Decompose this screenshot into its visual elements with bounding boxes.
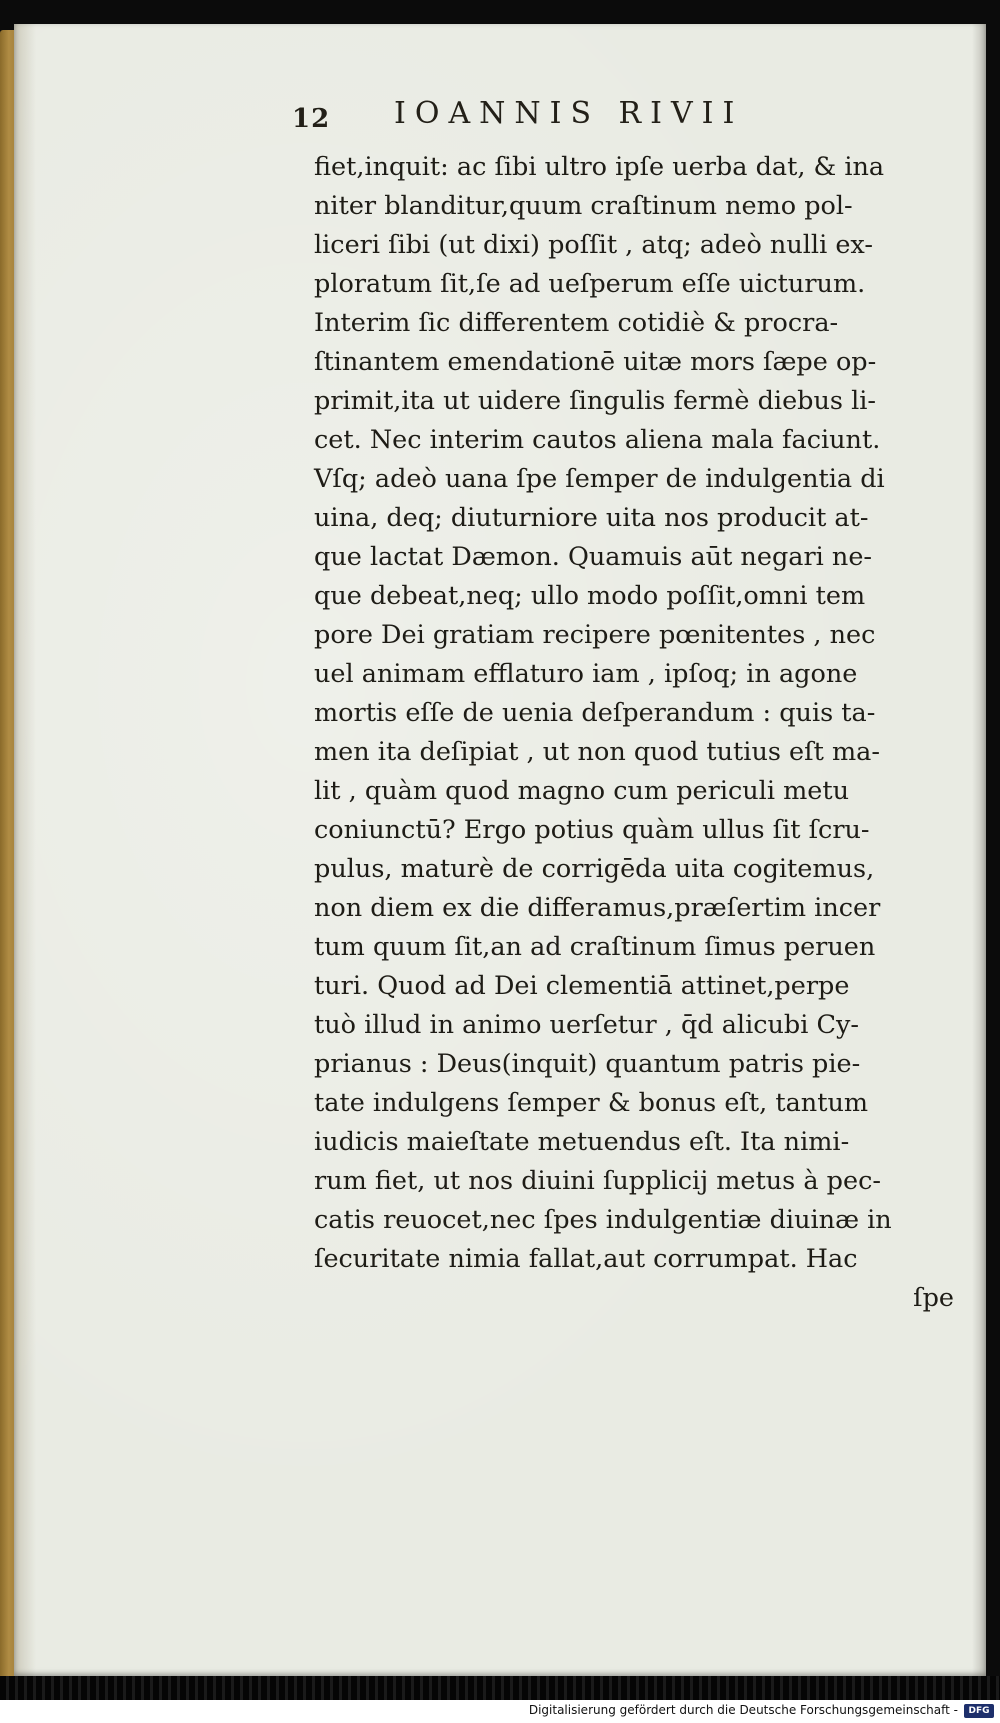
funding-credit: Digitalisierung gefördert durch die Deutsche Forschungsgemeinschaft - xyxy=(528,1703,958,1717)
body-text xyxy=(314,148,954,1318)
text-line: ſecuritate nimia fallat,aut corrumpat. Hac xyxy=(314,1244,858,1274)
text-line: pore Dei gratiam recipere pœnitentes , nec xyxy=(314,620,876,650)
text-line: niter blanditur,quum craſtinum nemo pol- xyxy=(314,191,853,221)
text-line: tum quum ſit,an ad craſtinum ſimus peruen xyxy=(314,932,876,962)
text-line: pulus, maturè de corrigēda uita cogitemus, xyxy=(314,854,875,884)
text-line: ploratum ſit,ſe ad ueſperum eſſe uicturum. xyxy=(314,269,866,299)
footer-bar xyxy=(0,1700,1000,1723)
text-line: que debeat,neq; ullo modo poſſit,omni tem xyxy=(314,581,866,611)
text-line: Interim ſic differentem cotidiè & procra- xyxy=(314,308,839,338)
text-line: prianus : Deus(inquit) quantum patris pie- xyxy=(314,1049,861,1079)
page-header xyxy=(292,96,812,140)
text-line: ſtinantem emendationē uitæ mors ſæpe op- xyxy=(314,347,877,377)
text-line: que lactat Dæmon. Quamuis aūt negari ne- xyxy=(314,542,873,572)
text-line: uina, deq; diuturniore uita nos producit at- xyxy=(314,503,869,533)
text-line: men ita deſipiat , ut non quod tutius eſt ma- xyxy=(314,737,880,767)
text-line: coniunctū? Ergo potius quàm ullus ſit ſcru- xyxy=(314,815,870,845)
text-line: tuò illud in animo uerſetur , q̄d alicubi Cy- xyxy=(314,1010,860,1040)
text-line: iudicis maieſtate metuendus eſt. Ita nimi- xyxy=(314,1127,850,1157)
text-line: catis reuocet,nec ſpes indulgentiæ diuinæ in xyxy=(314,1205,892,1235)
text-line: lit , quàm quod magno cum periculi metu xyxy=(314,776,850,806)
running-title: IOANNIS RIVII xyxy=(394,96,744,131)
catchword: ſpe xyxy=(913,1283,954,1313)
dfg-logo-icon: DFG xyxy=(964,1704,994,1718)
text-line: turi. Quod ad Dei clementiā attinet,perpe xyxy=(314,971,850,1001)
text-line: liceri ſibi (ut dixi) poſſit , atq; adeò nulli ex- xyxy=(314,230,873,260)
text-line: cet. Nec interim cautos aliena mala faciunt. xyxy=(314,425,881,455)
text-line: tate indulgens ſemper & bonus eſt, tantum xyxy=(314,1088,869,1118)
text-line: fiet,inquit: ac ſibi ultro ipſe uerba dat, & ina xyxy=(314,152,885,182)
page-number: 12 xyxy=(292,104,331,134)
text-line: rum fiet, ut nos diuini ſupplicij metus à pec- xyxy=(314,1166,881,1196)
page-edge-shadow xyxy=(972,24,986,1676)
text-line: non diem ex die differamus,præſertim incer xyxy=(314,893,881,923)
scan-border-strip xyxy=(0,1676,1000,1700)
text-line: uel animam efflaturo iam , ipſoq; in agone xyxy=(314,659,858,689)
text-line: primit,ita ut uidere ſingulis fermè diebus li- xyxy=(314,386,877,416)
text-line: Vſq; adeò uana ſpe ſemper de indulgentia di xyxy=(314,464,885,494)
text-line: mortis eſſe de uenia deſperandum : quis ta- xyxy=(314,698,876,728)
